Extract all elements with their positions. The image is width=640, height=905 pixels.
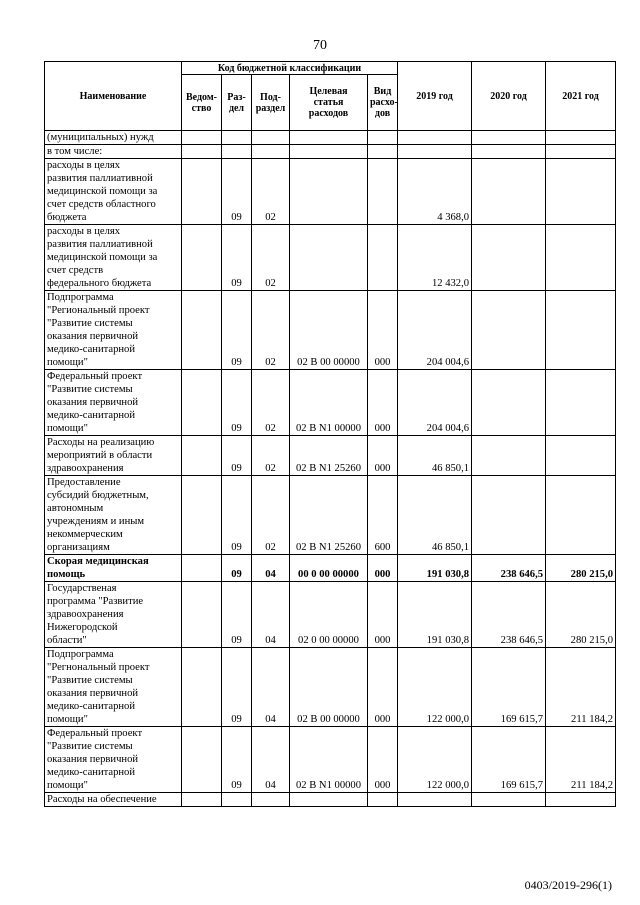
- table-row: [45, 582, 616, 648]
- cell-podrazdel: 04: [252, 555, 290, 582]
- cell-2021: [546, 436, 616, 476]
- cell-2019: [398, 145, 472, 159]
- cell-podrazdel: 02: [252, 436, 290, 476]
- cell-vedomstvo: [182, 145, 222, 159]
- table-row: [45, 555, 616, 582]
- cell-vid-rashodov: 000: [368, 582, 398, 648]
- cell-razdel: 09: [222, 476, 252, 555]
- cell-2021: 211 184,2: [546, 727, 616, 793]
- cell-celevaya-statya: 00 0 00 00000: [290, 555, 368, 582]
- cell-2019: 122 000,0: [398, 727, 472, 793]
- cell-vedomstvo: [182, 793, 222, 807]
- cell-2020: 169 615,7: [472, 727, 546, 793]
- cell-podrazdel: 02: [252, 291, 290, 370]
- cell-2021: [546, 145, 616, 159]
- cell-razdel: 09: [222, 648, 252, 727]
- cell-2021: [546, 793, 616, 807]
- cell-razdel: [222, 793, 252, 807]
- table-row: [45, 225, 616, 291]
- table-row: [45, 159, 616, 225]
- cell-celevaya-statya: 02 В 00 00000: [290, 648, 368, 727]
- cell-name: Федеральный проект "Развитие системы оказания первичной медико-санитарной помощи": [45, 370, 182, 436]
- cell-podrazdel: 02: [252, 370, 290, 436]
- cell-name: Подпрограмма "Регнональный проект "Развитие системы оказания первичной медико-санитарной помощи": [45, 648, 182, 727]
- cell-podrazdel: 02: [252, 159, 290, 225]
- cell-celevaya-statya: 02 В N1 00000: [290, 370, 368, 436]
- footer-code: 0403/2019-296(1): [524, 878, 612, 892]
- cell-vid-rashodov: 000: [368, 370, 398, 436]
- cell-podrazdel: 04: [252, 582, 290, 648]
- cell-2020: [472, 476, 546, 555]
- table-row: [45, 291, 616, 370]
- cell-razdel: [222, 131, 252, 145]
- page-number: 70: [313, 38, 327, 53]
- cell-2020: 169 615,7: [472, 648, 546, 727]
- cell-razdel: 09: [222, 436, 252, 476]
- cell-name: Федеральный проект "Развитие системы оказания первичной медико-санитарной помощи": [45, 727, 182, 793]
- cell-celevaya-statya: [290, 131, 368, 145]
- cell-2021: [546, 159, 616, 225]
- cell-2019: 191 030,8: [398, 555, 472, 582]
- cell-podrazdel: 04: [252, 648, 290, 727]
- cell-2020: [472, 370, 546, 436]
- cell-podrazdel: [252, 131, 290, 145]
- cell-celevaya-statya: 02 В N1 00000: [290, 727, 368, 793]
- table-row: [45, 793, 616, 807]
- cell-2021: [546, 476, 616, 555]
- cell-razdel: 09: [222, 555, 252, 582]
- cell-2021: [546, 291, 616, 370]
- cell-name: Расходы на обеспечение: [45, 793, 182, 807]
- cell-vid-rashodov: 000: [368, 727, 398, 793]
- cell-vedomstvo: [182, 555, 222, 582]
- cell-2021: [546, 131, 616, 145]
- cell-vid-rashodov: [368, 225, 398, 291]
- cell-celevaya-statya: [290, 793, 368, 807]
- table-row: [45, 727, 616, 793]
- cell-vedomstvo: [182, 582, 222, 648]
- cell-2019: 122 000,0: [398, 648, 472, 727]
- table-row: [45, 131, 616, 145]
- table-row: [45, 145, 616, 159]
- cell-celevaya-statya: [290, 225, 368, 291]
- cell-name: в том числе:: [45, 145, 182, 159]
- cell-name: (муниципальных) нужд: [45, 131, 182, 145]
- header-podrazdel: Под- раздел: [252, 75, 290, 131]
- header-vid-rashodov: Вид расхо- дов: [368, 75, 398, 131]
- cell-2020: [472, 145, 546, 159]
- cell-vedomstvo: [182, 727, 222, 793]
- cell-podrazdel: 02: [252, 225, 290, 291]
- cell-2021: [546, 225, 616, 291]
- cell-podrazdel: 02: [252, 476, 290, 555]
- cell-vedomstvo: [182, 159, 222, 225]
- cell-name: Предоставление субсидий бюджетным, автономным учреждениям и иным некоммерческим организациям: [45, 476, 182, 555]
- cell-celevaya-statya: 02 В N1 25260: [290, 476, 368, 555]
- cell-vid-rashodov: 000: [368, 555, 398, 582]
- header-2021: 2021 год: [546, 62, 616, 131]
- cell-vedomstvo: [182, 648, 222, 727]
- cell-2020: 238 646,5: [472, 582, 546, 648]
- cell-razdel: 09: [222, 582, 252, 648]
- cell-vedomstvo: [182, 291, 222, 370]
- cell-2020: [472, 225, 546, 291]
- header-classification-group: Код бюджетной классификации: [182, 62, 398, 75]
- cell-2019: 46 850,1: [398, 476, 472, 555]
- header-razdel: Раз- дел: [222, 75, 252, 131]
- table-row: [45, 648, 616, 727]
- cell-razdel: 09: [222, 225, 252, 291]
- cell-2020: 238 646,5: [472, 555, 546, 582]
- cell-podrazdel: [252, 145, 290, 159]
- cell-vid-rashodov: 000: [368, 291, 398, 370]
- cell-2019: [398, 131, 472, 145]
- cell-razdel: 09: [222, 370, 252, 436]
- cell-podrazdel: [252, 793, 290, 807]
- cell-celevaya-statya: 02 0 00 00000: [290, 582, 368, 648]
- cell-vedomstvo: [182, 370, 222, 436]
- cell-2020: [472, 291, 546, 370]
- cell-name: Подпрограмма "Региональный проект "Развитие системы оказания первичной медико-санитарной помощи": [45, 291, 182, 370]
- cell-vedomstvo: [182, 436, 222, 476]
- cell-2019: 46 850,1: [398, 436, 472, 476]
- cell-2020: [472, 436, 546, 476]
- cell-2019: [398, 793, 472, 807]
- table-row: [45, 370, 616, 436]
- cell-podrazdel: 04: [252, 727, 290, 793]
- cell-2020: [472, 159, 546, 225]
- header-name: Наименование: [45, 62, 182, 131]
- cell-vedomstvo: [182, 225, 222, 291]
- cell-2021: 211 184,2: [546, 648, 616, 727]
- header-celevaya-statya: Целевая статья расходов: [290, 75, 368, 131]
- cell-name: Государственая программа "Развитие здравоохранения Нижегородской области": [45, 582, 182, 648]
- cell-2019: 204 004,6: [398, 370, 472, 436]
- cell-celevaya-statya: 02 В N1 25260: [290, 436, 368, 476]
- cell-vid-rashodov: [368, 131, 398, 145]
- cell-razdel: 09: [222, 291, 252, 370]
- cell-vedomstvo: [182, 476, 222, 555]
- cell-name: Расходы на реализацию мероприятий в области здравоохранения: [45, 436, 182, 476]
- cell-vid-rashodov: 600: [368, 476, 398, 555]
- cell-celevaya-statya: 02 В 00 00000: [290, 291, 368, 370]
- cell-2020: [472, 793, 546, 807]
- cell-2019: 204 004,6: [398, 291, 472, 370]
- header-vedomstvo: Ведом- ство: [182, 75, 222, 131]
- cell-vedomstvo: [182, 131, 222, 145]
- cell-vid-rashodov: [368, 793, 398, 807]
- cell-celevaya-statya: [290, 145, 368, 159]
- budget-table: [44, 61, 616, 807]
- cell-vid-rashodov: 000: [368, 436, 398, 476]
- cell-vid-rashodov: 000: [368, 648, 398, 727]
- cell-name: расходы в целях развития паллиативной медицинской помощи за счет средств федерального бюджета: [45, 225, 182, 291]
- cell-razdel: 09: [222, 727, 252, 793]
- cell-2019: 4 368,0: [398, 159, 472, 225]
- table-row: [45, 476, 616, 555]
- cell-2019: 12 432,0: [398, 225, 472, 291]
- header-2019: 2019 год: [398, 62, 472, 131]
- cell-name: расходы в целях развития паллиативной медицинской помощи за счет средств областного бюджета: [45, 159, 182, 225]
- cell-vid-rashodov: [368, 145, 398, 159]
- cell-2020: [472, 131, 546, 145]
- cell-vid-rashodov: [368, 159, 398, 225]
- cell-name: Скорая медицинская помощь: [45, 555, 182, 582]
- cell-razdel: 09: [222, 159, 252, 225]
- cell-celevaya-statya: [290, 159, 368, 225]
- cell-razdel: [222, 145, 252, 159]
- table-row: [45, 436, 616, 476]
- header-2020: 2020 год: [472, 62, 546, 131]
- cell-2021: 280 215,0: [546, 555, 616, 582]
- cell-2021: [546, 370, 616, 436]
- cell-2019: 191 030,8: [398, 582, 472, 648]
- cell-2021: 280 215,0: [546, 582, 616, 648]
